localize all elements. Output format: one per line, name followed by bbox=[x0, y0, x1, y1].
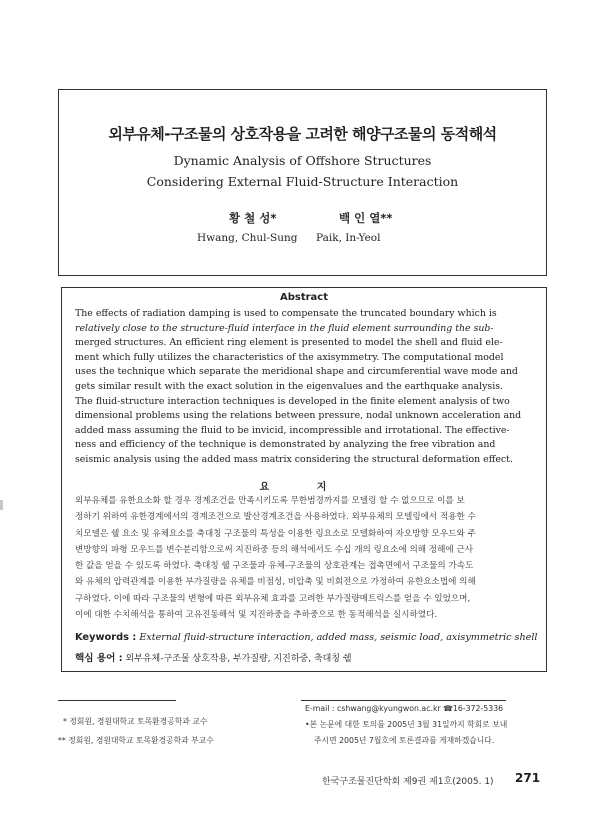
author-2-name-korean: 백 인 열** bbox=[339, 211, 393, 225]
footnote-email: E-mail : cshwang@kyungwon.ac.kr ☎16-372-5336 bbox=[305, 704, 504, 713]
summary-line: 구하였다. 이에 따라 구조물의 변형에 따른 외부유체 효과를 고려한 부가질량매트릭스를 얻을 수 있었으며, bbox=[75, 593, 471, 604]
footnote-discussion-note-line1: •본 논문에 대한 토의를 2005년 3월 31일까지 학회로 보내 bbox=[305, 720, 508, 729]
summary-line: 치모델은 쉘 요소 및 유체요소를 축대칭 구조물의 특성을 이용한 링요소로 모델화하여 자오방향 모우드와 주 bbox=[75, 528, 476, 539]
abstract-line: merged structures. An efficient ring element is presented to model the shell and fluid ele- bbox=[75, 337, 503, 349]
abstract-heading: Abstract bbox=[279, 292, 329, 303]
abstract-line: The fluid-structure interaction techniques is developed in the finite element analysis of two bbox=[75, 395, 510, 407]
summary-line: 외부유체를 유한요소화 할 경우 경계조건을 만족시키도록 무한범경까지를 모델링 할 수 없으므로 이를 보 bbox=[75, 496, 465, 506]
keywords-english bbox=[75, 632, 545, 643]
footnote-author-2: ** 정회원, 경원대학교 토목환경공학과 부교수 bbox=[58, 736, 214, 745]
paper-title-english-line1: Dynamic Analysis of Offshore Structures bbox=[173, 153, 432, 168]
abstract-body bbox=[75, 307, 533, 468]
journal-citation: 한국구조물진단학회 제9권 제1호(2005. 1) bbox=[322, 777, 494, 787]
footnote-discussion-note-line2: 주시면 2005년 7월호에 토론결과를 게재하겠습니다. bbox=[314, 736, 495, 745]
author-1-name-korean: 황 철 성* bbox=[229, 211, 277, 225]
abstract-line: The effects of radiation damping is used to compensate the truncated boundary which is bbox=[75, 308, 497, 319]
paper-title-korean: 외부유체-구조물의 상호작용을 고려한 해양구조물의 동적해석 bbox=[108, 125, 497, 143]
korean-summary-heading: 요 지 bbox=[259, 482, 349, 493]
author-1-name-english: Hwang, Chul-Sung bbox=[197, 232, 298, 244]
author-2-name-english: Paik, In-Yeol bbox=[316, 232, 381, 244]
abstract-line: relatively close to the structure-fluid interface in the fluid element surrounding the sub- bbox=[75, 322, 494, 334]
paper-title-english-line2: Considering External Fluid-Structure Interaction bbox=[146, 174, 459, 189]
abstract-line: gets similar result with the exact solution in the eigenvalues and the earthquake analysis. bbox=[75, 380, 504, 392]
keywords-korean-text: 외부유체-구조물 상호작용, 부가질량, 지진하중, 축대칭 쉘 bbox=[125, 654, 352, 664]
footnote-rule-right bbox=[301, 700, 506, 701]
abstract-line: dimensional problems using the relations between pressure, nodal unknown acceleration and bbox=[75, 410, 522, 422]
abstract-line: seismic analysis using the added mass matrix considering the structural deformation effect. bbox=[75, 453, 513, 465]
summary-line: 한 값을 얻을 수 있도록 하였다. 축대칭 쉘 구조물과 유체-구조물의 상호관계는 접촉면에서 구조물의 가속도 bbox=[75, 561, 474, 572]
summary-line: 변방향의 파형 모우드를 변수분리함으로써 지진하중 등의 해석에서도 수십 개의 링요소에 의해 정해에 근사 bbox=[75, 544, 474, 555]
scan-edge-mark bbox=[0, 500, 3, 510]
summary-line: 이에 대한 수치해석을 통하여 고유진동해석 및 지진하중을 추하중으로 한 동적해석을 실시하였다. bbox=[75, 610, 438, 621]
keywords-korean-label: 핵심 용어 : bbox=[75, 653, 123, 664]
abstract-line: uses the technique which separate the meridional shape and circumferential wave mode and bbox=[75, 366, 518, 378]
abstract-line: added mass assuming the fluid to be invicid, incompressible and irrotational. The effective- bbox=[75, 424, 510, 436]
summary-line: 정하기 위하여 유한경계에서의 경계조건으로 발산경계조건을 사용하였다. 외부유체의 모델링에서 적용한 수 bbox=[75, 512, 476, 523]
page-number: 271 bbox=[515, 771, 541, 785]
abstract-line: ment which fully utilizes the characteristics of the axisymmetry. The computational model bbox=[75, 351, 504, 363]
korean-summary-body bbox=[75, 493, 533, 623]
summary-line: 와 유체의 압력관계를 이용한 부가질량을 유체를 비점성, 비압축 및 비회전으로 가정하여 유한요소법에 의해 bbox=[75, 577, 476, 588]
footnote-author-1: * 정회원, 경원대학교 토목환경공학과 교수 bbox=[63, 717, 208, 726]
keywords-label: Keywords : bbox=[75, 632, 137, 643]
abstract-line: ness and efficiency of the technique is demonstrated by analyzing the free vibration and bbox=[75, 439, 496, 451]
keywords-korean bbox=[75, 650, 545, 664]
keywords-text: External fluid-structure interaction, added mass, seismic load, axisymmetric shell bbox=[139, 632, 538, 643]
footnote-rule-left bbox=[58, 700, 176, 701]
